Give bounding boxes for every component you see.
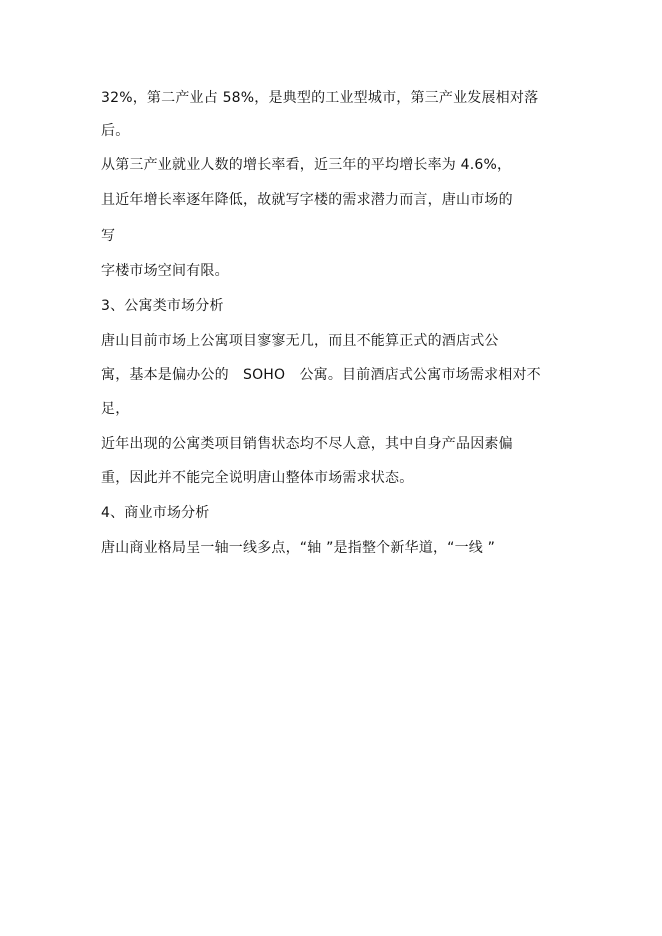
- text-line: 足，: [101, 401, 130, 417]
- text-line: 寓，基本是偏办公的 SOHO 公寓。目前酒店式公寓市场需求相对不: [101, 367, 541, 383]
- text-line: 后。: [101, 123, 130, 139]
- text-line: 近年出现的公寓类项目销售状态均不尽人意，其中自身产品因素偏: [101, 436, 513, 452]
- text-line: 重，因此并不能完全说明唐山整体市场需求状态。: [101, 470, 414, 486]
- text-line: 字楼市场空间有限。: [101, 263, 229, 279]
- section-heading: 4、商业市场分析: [101, 505, 210, 521]
- text-line: 写: [101, 228, 116, 244]
- text-line: 唐山目前市场上公寓项目寥寥无几，而且不能算正式的酒店式公: [101, 333, 499, 349]
- text-line: 且近年增长率逐年降低，故就写字楼的需求潜力而言，唐山市场的: [101, 192, 513, 208]
- text-line: 从第三产业就业人数的增长率看，近三年的平均增长率为 4.6%，: [101, 157, 512, 173]
- section-heading: 3、公寓类市场分析: [101, 298, 224, 314]
- text-line: 32%，第二产业占 58%，是典型的工业型城市，第三产业发展相对落: [101, 90, 539, 106]
- text-line: 唐山商业格局呈一轴一线多点，“轴 ”是指整个新华道，“一线 ”: [101, 540, 496, 556]
